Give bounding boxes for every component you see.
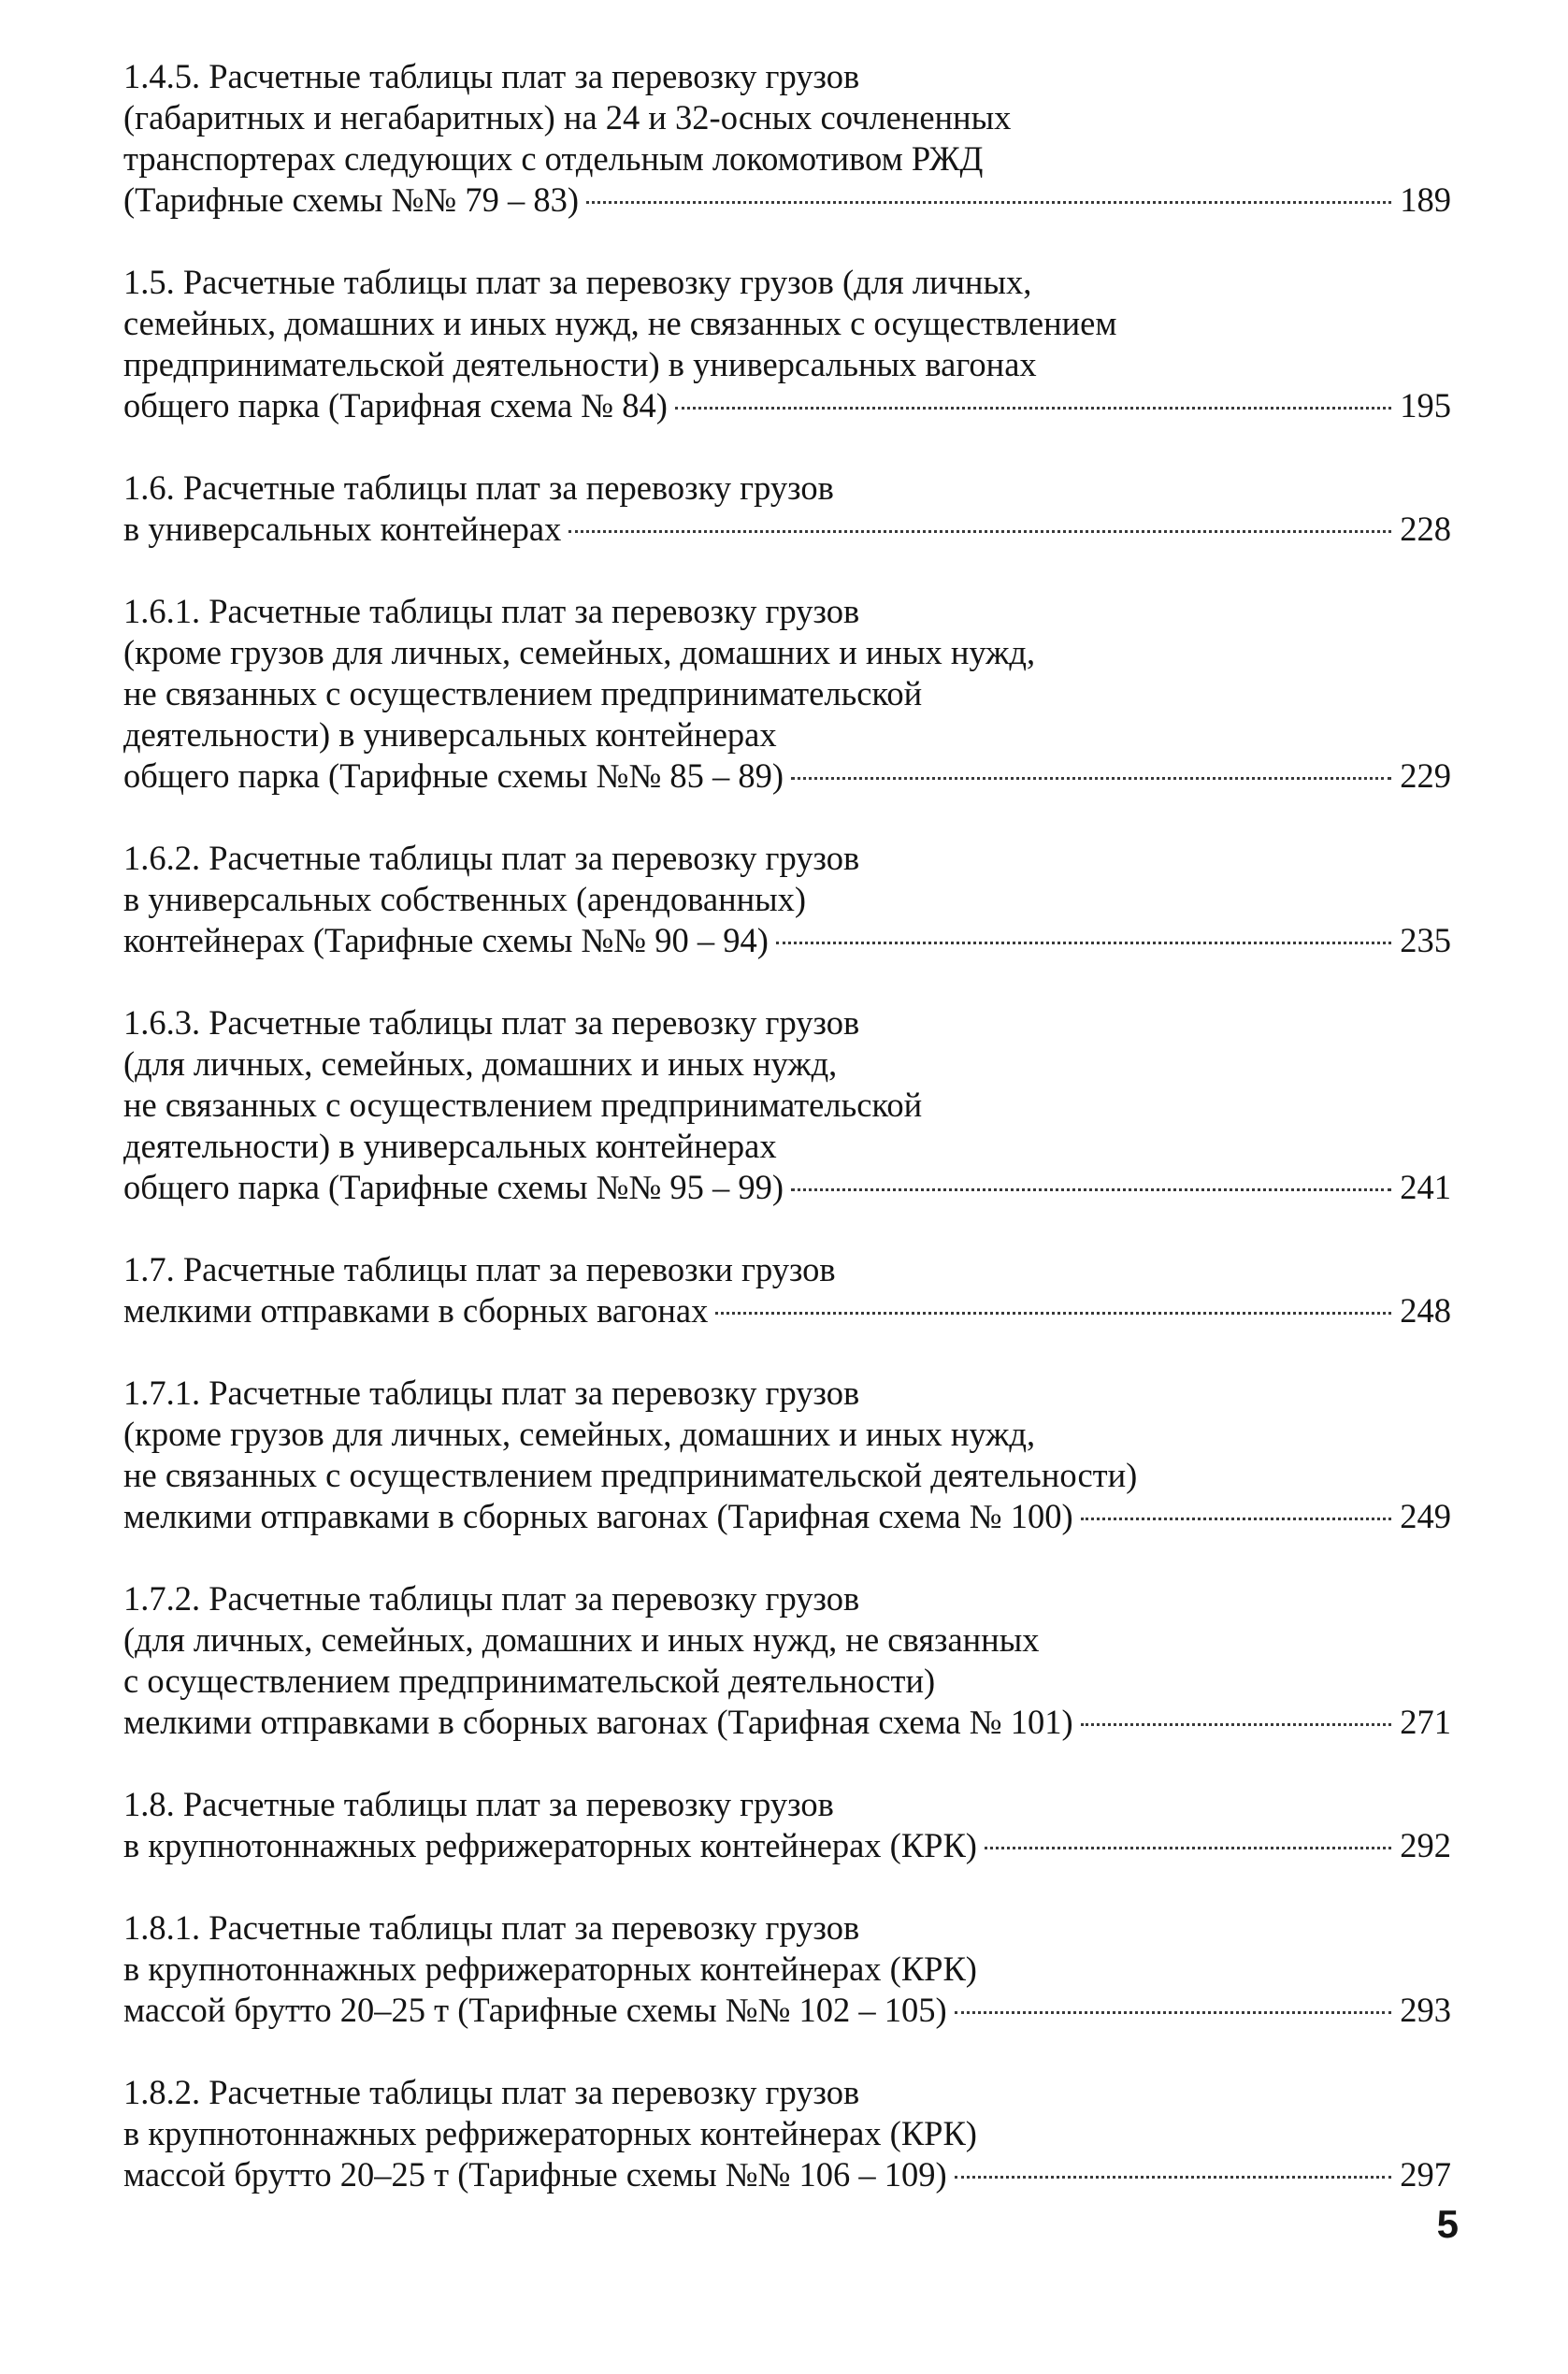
toc-entry-title-line: в крупнотоннажных рефрижераторных контейнерах (КРК) xyxy=(123,2114,977,2152)
toc-entry-page-number: 271 xyxy=(1400,1703,1451,1741)
toc-entry xyxy=(123,262,1451,426)
dot-leader xyxy=(955,2176,1391,2179)
toc-entry-title-line: общего парка (Тарифные схемы №№ 95 – 99) xyxy=(123,1168,784,1206)
toc-entry-title-line: (габаритных и негабаритных) на 24 и 32-осных сочлененных xyxy=(123,98,1012,137)
toc-entry-last-line xyxy=(123,385,1451,426)
toc-entry xyxy=(123,1578,1451,1743)
toc-entry-last-line xyxy=(123,1825,1451,1866)
dot-leader xyxy=(1081,1518,1391,1520)
toc-entry xyxy=(123,56,1451,221)
toc-entry-page-number: 292 xyxy=(1400,1826,1451,1864)
toc-entry-title-line: массой брутто 20–25 т (Тарифные схемы №№ 106 – 109) xyxy=(123,2155,947,2194)
dot-leader xyxy=(586,201,1391,204)
toc-entry-title-line: в универсальных собственных (арендованных) xyxy=(123,880,807,918)
toc-entry-title-line: в крупнотоннажных рефрижераторных контейнерах (КРК) xyxy=(123,1950,977,1988)
toc-entry-title-line: предпринимательской деятельности) в универсальных вагонах xyxy=(123,345,1037,383)
toc-entry-title-line: 1.6. Расчетные таблицы плат за перевозку грузов xyxy=(123,468,834,507)
toc-entry-title-line: не связанных с осуществлением предпринимательской xyxy=(123,674,923,712)
toc-entry-title-line: 1.8.2. Расчетные таблицы плат за перевозку грузов xyxy=(123,2073,860,2111)
toc-entry-title-line: 1.7. Расчетные таблицы плат за перевозки грузов xyxy=(123,1250,836,1288)
toc-entry-title-line: мелкими отправками в сборных вагонах (Тарифная схема № 100) xyxy=(123,1497,1073,1535)
toc-entry-title-line: 1.8. Расчетные таблицы плат за перевозку грузов xyxy=(123,1785,834,1823)
toc-entry xyxy=(123,468,1451,550)
toc-entry-title-line: 1.6.2. Расчетные таблицы плат за перевозку грузов xyxy=(123,839,860,877)
toc-entry-last-line xyxy=(123,1496,1451,1537)
toc-entry-last-line xyxy=(123,509,1451,550)
toc-entry-page-number: 189 xyxy=(1400,180,1451,219)
toc-entry-title-line: с осуществлением предпринимательской деятельности) xyxy=(123,1662,936,1700)
toc-entry xyxy=(123,1373,1451,1537)
page-number: 5 xyxy=(1436,2202,1459,2246)
toc-entry-last-line xyxy=(123,1290,1451,1331)
toc-entry xyxy=(123,1907,1451,2031)
toc-entry-title-line: мелкими отправками в сборных вагонах xyxy=(123,1291,709,1330)
toc-entry-page-number: 297 xyxy=(1400,2155,1451,2194)
toc-entry-title-line: транспортерах следующих с отдельным локомотивом РЖД xyxy=(123,139,984,178)
toc-entry-title-line: не связанных с осуществлением предпринимательской деятельности) xyxy=(123,1456,1138,1494)
toc-entry-last-line xyxy=(123,1702,1451,1743)
toc-entry xyxy=(123,2072,1451,2195)
toc-entry-title-line: деятельности) в универсальных контейнерах xyxy=(123,1127,777,1165)
toc-entry-page-number: 249 xyxy=(1400,1497,1451,1535)
toc-entry-last-line xyxy=(123,1990,1451,2031)
toc-entry-title-line: 1.6.1. Расчетные таблицы плат за перевозку грузов xyxy=(123,592,860,630)
toc-entry-page-number: 229 xyxy=(1400,756,1451,795)
toc-entry-title-line: общего парка (Тарифная схема № 84) xyxy=(123,386,668,424)
toc-entry-last-line xyxy=(123,755,1451,797)
toc-entry-title-line: (кроме грузов для личных, семейных, домашних и иных нужд, xyxy=(123,633,1036,671)
dot-leader xyxy=(791,1188,1391,1191)
toc-entry-title-line: (Тарифные схемы №№ 79 – 83) xyxy=(123,180,579,219)
dot-leader xyxy=(776,942,1391,944)
toc-entry-last-line xyxy=(123,920,1451,961)
toc-entry-page-number: 241 xyxy=(1400,1168,1451,1206)
toc-entry-title-line: 1.5. Расчетные таблицы плат за перевозку грузов (для личных, xyxy=(123,263,1032,301)
toc-entry xyxy=(123,1002,1451,1208)
toc-entry-page-number: 293 xyxy=(1400,1991,1451,2029)
toc-entry-title-line: 1.7.2. Расчетные таблицы плат за перевозку грузов xyxy=(123,1579,860,1618)
toc-entry-page-number: 228 xyxy=(1400,510,1451,548)
toc-entry xyxy=(123,1784,1451,1866)
dot-leader xyxy=(675,407,1391,410)
toc-entry-title-line: деятельности) в универсальных контейнерах xyxy=(123,715,777,754)
toc-entry-title-line: в универсальных контейнерах xyxy=(123,510,562,548)
toc-entry-title-line: (кроме грузов для личных, семейных, домашних и иных нужд, xyxy=(123,1415,1036,1453)
toc-entry-title-line: (для личных, семейных, домашних и иных нужд, xyxy=(123,1044,838,1083)
dot-leader xyxy=(568,530,1391,533)
toc-entry-last-line xyxy=(123,2154,1451,2195)
toc-entry-title-line: (для личных, семейных, домашних и иных нужд, не связанных xyxy=(123,1620,1040,1659)
dot-leader xyxy=(1081,1723,1391,1726)
dot-leader xyxy=(955,2011,1391,2014)
toc-entry-title-line: 1.6.3. Расчетные таблицы плат за перевозку грузов xyxy=(123,1003,860,1042)
toc-entry xyxy=(123,1249,1451,1331)
toc-entry-title-line: 1.4.5. Расчетные таблицы плат за перевозку грузов xyxy=(123,57,860,95)
toc-entry-title-line: общего парка (Тарифные схемы №№ 85 – 89) xyxy=(123,756,784,795)
toc-entry-title-line: в крупнотоннажных рефрижераторных контейнерах (КРК) xyxy=(123,1826,977,1864)
toc-entry-page-number: 235 xyxy=(1400,921,1451,959)
table-of-contents xyxy=(123,56,1451,2237)
toc-entry-page-number: 195 xyxy=(1400,386,1451,424)
toc-entry-title-line: 1.7.1. Расчетные таблицы плат за перевозку грузов xyxy=(123,1374,860,1412)
toc-entry-title-line: 1.8.1. Расчетные таблицы плат за перевозку грузов xyxy=(123,1908,860,1947)
toc-entry-page-number: 248 xyxy=(1400,1291,1451,1330)
toc-entry-title-line: мелкими отправками в сборных вагонах (Тарифная схема № 101) xyxy=(123,1703,1073,1741)
toc-entry-title-line: не связанных с осуществлением предпринимательской xyxy=(123,1086,923,1124)
dot-leader xyxy=(715,1312,1391,1315)
dot-leader xyxy=(985,1847,1391,1849)
toc-entry xyxy=(123,591,1451,797)
toc-entry-title-line: массой брутто 20–25 т (Тарифные схемы №№ 102 – 105) xyxy=(123,1991,947,2029)
toc-entry xyxy=(123,838,1451,961)
toc-entry-last-line xyxy=(123,180,1451,221)
toc-entry-title-line: семейных, домашних и иных нужд, не связанных с осуществлением xyxy=(123,304,1117,342)
toc-entry-title-line: контейнерах (Тарифные схемы №№ 90 – 94) xyxy=(123,921,769,959)
toc-entry-last-line xyxy=(123,1167,1451,1208)
dot-leader xyxy=(791,777,1391,780)
